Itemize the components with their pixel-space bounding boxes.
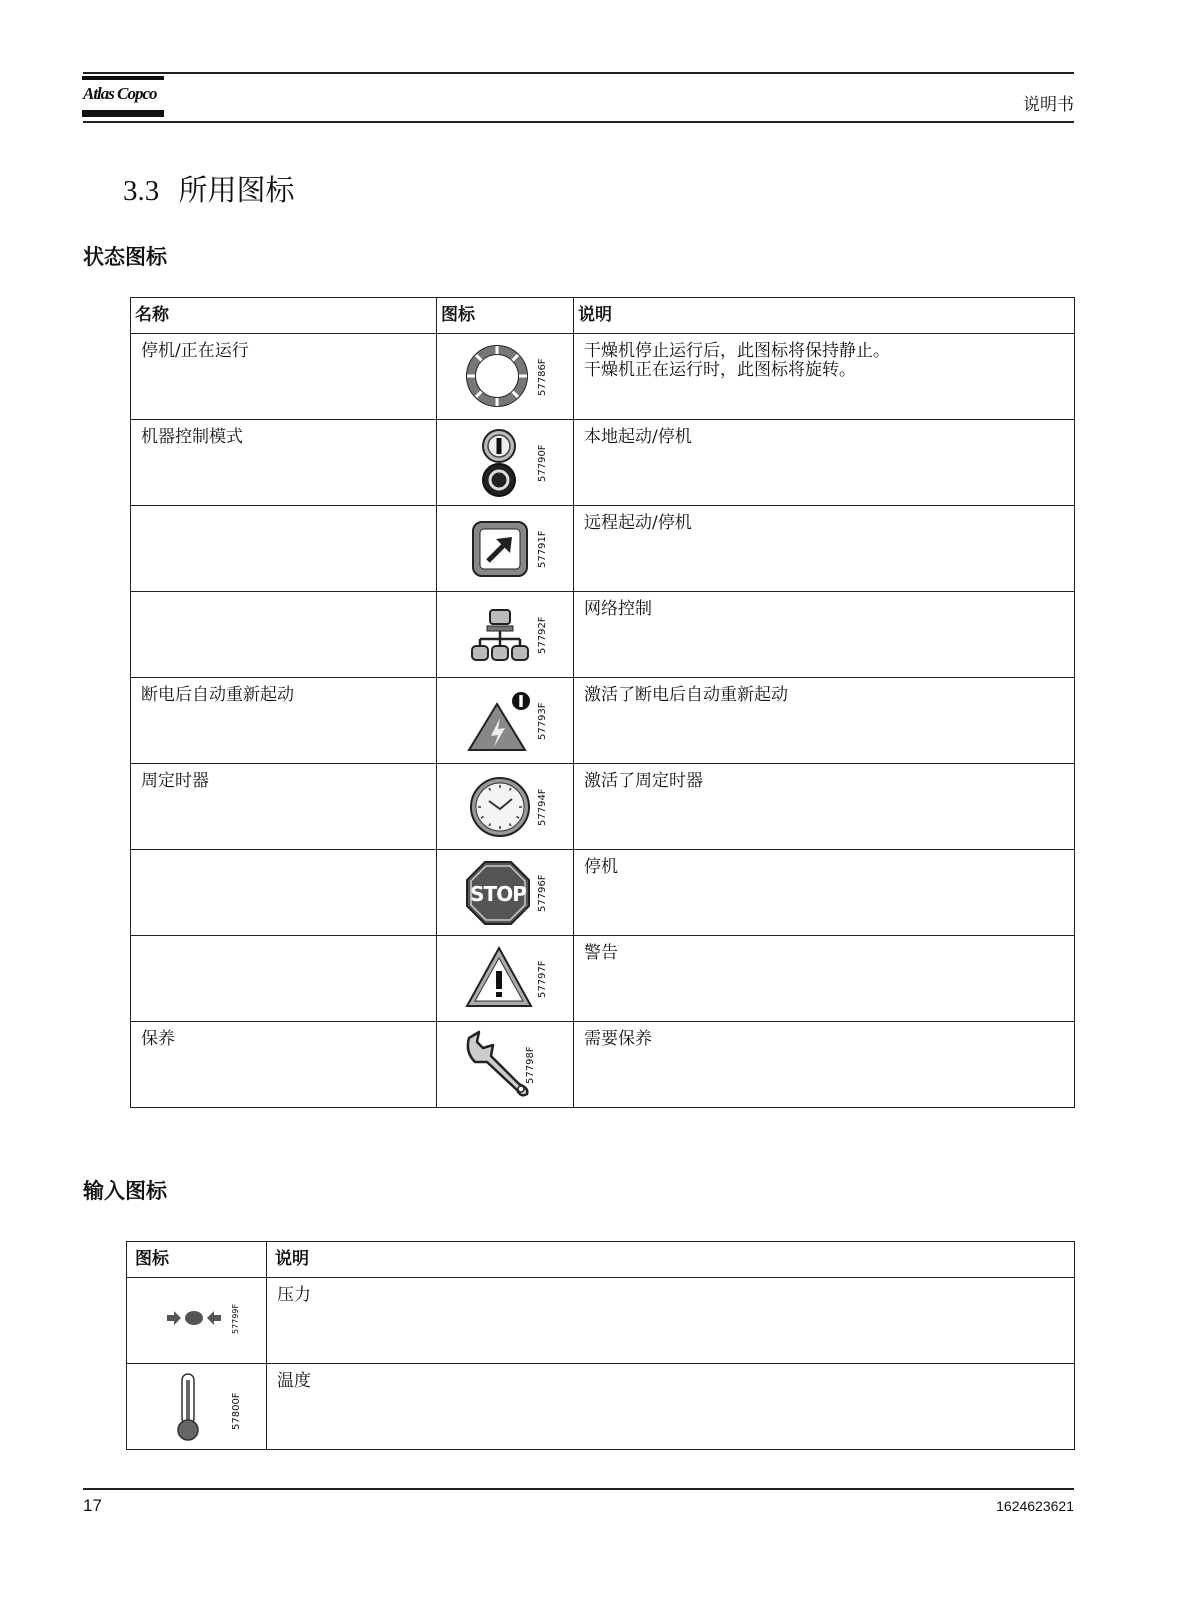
input-icons-heading: 输入图标 bbox=[83, 1179, 167, 1203]
desc-line: 停机 bbox=[584, 857, 618, 877]
icon-code: 57790F bbox=[537, 444, 548, 482]
table-header-row bbox=[127, 1242, 1075, 1278]
row-name: 周定时器 bbox=[131, 764, 437, 850]
section-title bbox=[123, 168, 294, 209]
icon-code: 57792F bbox=[537, 616, 548, 654]
table-header-row bbox=[131, 298, 1075, 334]
row-name: 机器控制模式 bbox=[131, 420, 437, 506]
column-header-desc: 说明 bbox=[574, 298, 1075, 334]
icon-code: 57794F bbox=[537, 788, 548, 826]
section-title-text: 所用图标 bbox=[178, 173, 295, 207]
table-row bbox=[127, 1278, 1075, 1364]
input-icons-table bbox=[126, 1241, 1075, 1450]
table-row bbox=[131, 678, 1075, 764]
footer-rule bbox=[83, 1488, 1074, 1490]
logo-text: Atlas Copco bbox=[83, 84, 157, 103]
row-desc bbox=[574, 592, 1075, 678]
desc-line: 需要保养 bbox=[584, 1029, 652, 1049]
rotating-ring-icon bbox=[465, 344, 529, 408]
desc-line: 激活了断电后自动重新起动 bbox=[584, 685, 788, 705]
column-header-icon: 图标 bbox=[127, 1242, 267, 1278]
thermometer-icon bbox=[173, 1372, 203, 1442]
row-desc bbox=[574, 850, 1075, 936]
row-desc: 温度 bbox=[267, 1364, 1075, 1450]
table-row bbox=[131, 850, 1075, 936]
pressure-icon bbox=[165, 1308, 225, 1328]
row-icon-cell bbox=[437, 764, 574, 850]
stop-sign-text: STOP bbox=[470, 882, 526, 906]
column-header-desc: 说明 bbox=[267, 1242, 1075, 1278]
row-icon-cell bbox=[437, 420, 574, 506]
row-icon-cell bbox=[437, 850, 574, 936]
table-row bbox=[131, 1022, 1075, 1108]
row-name: 断电后自动重新起动 bbox=[131, 678, 437, 764]
desc-line: 警告 bbox=[584, 943, 618, 963]
icon-code: 57796F bbox=[537, 874, 548, 912]
network-icon bbox=[470, 608, 530, 664]
desc-line: 本地起动/停机 bbox=[584, 427, 692, 447]
table-row bbox=[131, 334, 1075, 420]
clock-icon bbox=[469, 776, 531, 838]
row-desc bbox=[574, 678, 1075, 764]
power-restart-icon bbox=[467, 690, 533, 752]
table-row bbox=[131, 420, 1075, 506]
desc-line: 远程起动/停机 bbox=[584, 513, 692, 533]
row-name: 停机/正在运行 bbox=[131, 334, 437, 420]
icon-code: 57786F bbox=[537, 358, 548, 396]
section-number: 3.3 bbox=[123, 175, 160, 207]
row-name bbox=[131, 592, 437, 678]
desc-line: 干燥机正在运行时，此图标将旋转。 bbox=[584, 360, 856, 380]
remote-arrow-icon bbox=[471, 520, 529, 578]
row-desc bbox=[574, 936, 1075, 1022]
page-number: 17 bbox=[83, 1496, 102, 1515]
header-top-rule bbox=[83, 72, 1074, 74]
local-start-stop-icon bbox=[481, 428, 517, 500]
table-row bbox=[127, 1364, 1075, 1450]
row-desc bbox=[574, 764, 1075, 850]
icon-code: 57791F bbox=[537, 530, 548, 568]
doc-label: 说明书 bbox=[1023, 95, 1074, 115]
header-bottom-rule bbox=[83, 121, 1074, 123]
row-icon-cell bbox=[437, 678, 574, 764]
row-name bbox=[131, 850, 437, 936]
row-desc bbox=[574, 1022, 1075, 1108]
row-icon-cell bbox=[437, 334, 574, 420]
table-row bbox=[131, 506, 1075, 592]
column-header-name: 名称 bbox=[131, 298, 437, 334]
desc-line: 激活了周定时器 bbox=[584, 771, 703, 791]
stop-sign-icon bbox=[465, 860, 531, 926]
desc-line: 网络控制 bbox=[584, 599, 652, 619]
status-icons-table bbox=[130, 297, 1075, 1108]
row-icon-cell bbox=[127, 1278, 267, 1364]
row-desc: 压力 bbox=[267, 1278, 1075, 1364]
table-row bbox=[131, 592, 1075, 678]
row-name bbox=[131, 506, 437, 592]
row-name bbox=[131, 936, 437, 1022]
icon-code: 57797F bbox=[537, 960, 548, 998]
row-desc bbox=[574, 420, 1075, 506]
icon-code: 57798F bbox=[525, 1046, 536, 1084]
status-icons-heading: 状态图标 bbox=[83, 245, 167, 269]
row-icon-cell bbox=[437, 592, 574, 678]
icon-code: 57793F bbox=[537, 702, 548, 740]
row-icon-cell bbox=[437, 936, 574, 1022]
row-desc bbox=[574, 334, 1075, 420]
row-desc bbox=[574, 506, 1075, 592]
desc-line: 干燥机停止运行后，此图标将保持静止。 bbox=[584, 341, 890, 361]
icon-code: 57799F bbox=[231, 1303, 240, 1334]
table-row bbox=[131, 936, 1075, 1022]
table-row bbox=[131, 764, 1075, 850]
row-name: 保养 bbox=[131, 1022, 437, 1108]
doc-number: 1624623621 bbox=[996, 1498, 1074, 1514]
column-header-icon: 图标 bbox=[437, 298, 574, 334]
row-icon-cell bbox=[437, 1022, 574, 1108]
warning-icon bbox=[465, 946, 533, 1008]
row-icon-cell bbox=[127, 1364, 267, 1450]
icon-code: 57800F bbox=[231, 1392, 242, 1430]
atlas-copco-logo bbox=[82, 76, 164, 118]
row-icon-cell bbox=[437, 506, 574, 592]
